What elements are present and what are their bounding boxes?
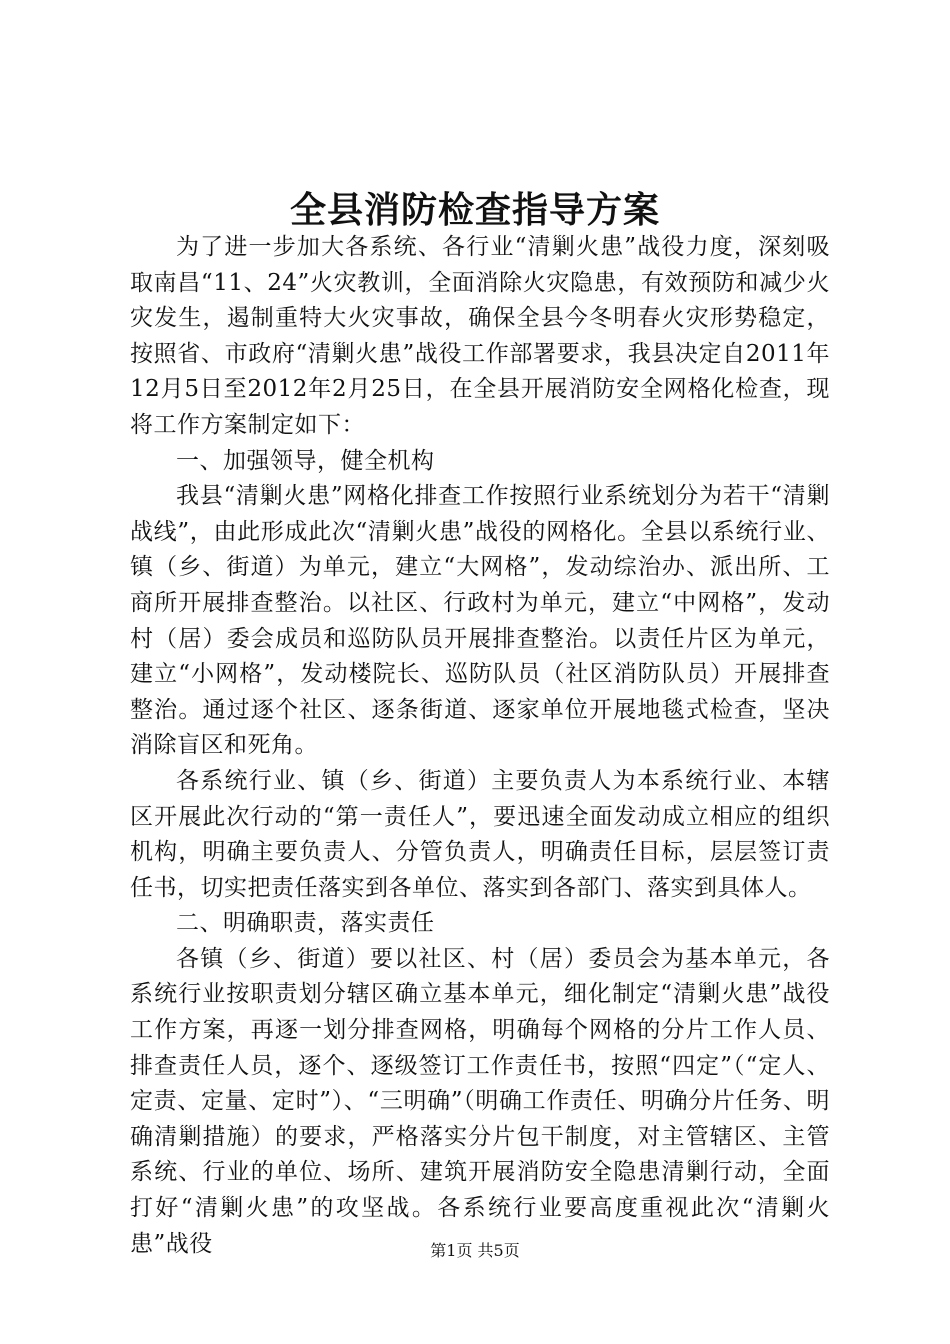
document-title: 全县消防检查指导方案 [289, 189, 660, 231]
section-1-paragraph-1: 我县“清剿火患”网格化排查工作按照行业系统划分为若干“清剿战线”，由此形成此次“清剿火患”战役的网格化。全县以系统行业、镇（乡、街道）为单元，建立“大网格”，发动综治办、派出所、工商所开展排查整治。以社区、行政村为单元，建立“中网格”，发动村（居）委会成员和巡防队员开展排查整治。以责任片区为单元，建立“小网格”，发动楼院长、巡防队员（社区消防队员）开展排查整治。通过逐个社区、逐条街道、逐家单位开展地毯式检查，坚决消除盲区和死角。 [130, 483, 830, 759]
document-body [130, 230, 830, 1262]
section-heading-2: 二、明确职责，落实责任 [176, 910, 435, 937]
section-heading-1: 一、加强领导，健全机构 [176, 447, 435, 474]
section-2-paragraph-1: 各镇（乡、街道）要以社区、村（居）委员会为基本单元，各系统行业按职责划分辖区确立基本单元，细化制定“清剿火患”战役工作方案，再逐一划分排查网格，明确每个网格的分片工作人员、排查责任人员，逐个、逐级签订工作责任书，按照“四定”（“定人、定责、定量、定时”）、“三明确”（明确工作责任、明确分片任务、明确清剿措施）的要求，严格落实分片包干制度，对主管辖区、主管系统、行业的单位、场所、建筑开展消防安全隐患清剿行动，全面打好“清剿火患”的攻坚战。各系统行业要高度重视此次“清剿火患”战役 [130, 945, 830, 1257]
section-1-paragraph-2: 各系统行业、镇（乡、街道）主要负责人为本系统行业、本辖区开展此次行动的“第一责任人”，要迅速全面发动成立相应的组织机构，明确主要负责人、分管负责人，明确责任目标，层层签订责任书，切实把责任落实到各单位、落实到各部门、落实到具体人。 [130, 767, 830, 901]
page-number-footer: 第1页 共5页 [430, 1241, 520, 1260]
intro-paragraph: 为了进一步加大各系统、各行业“清剿火患”战役力度，深刻吸取南昌“11、24”火灾教训，全面消除火灾隐患，有效预防和减少火灾发生，遏制重特大火灾事故，确保全县今冬明春火灾形势稳定，按照省、市政府“清剿火患”战役工作部署要求，我县决定自2011年12月5日至2012年2月25日，在全县开展消防安全网格化检查，现将工作方案制定如下： [130, 234, 830, 438]
